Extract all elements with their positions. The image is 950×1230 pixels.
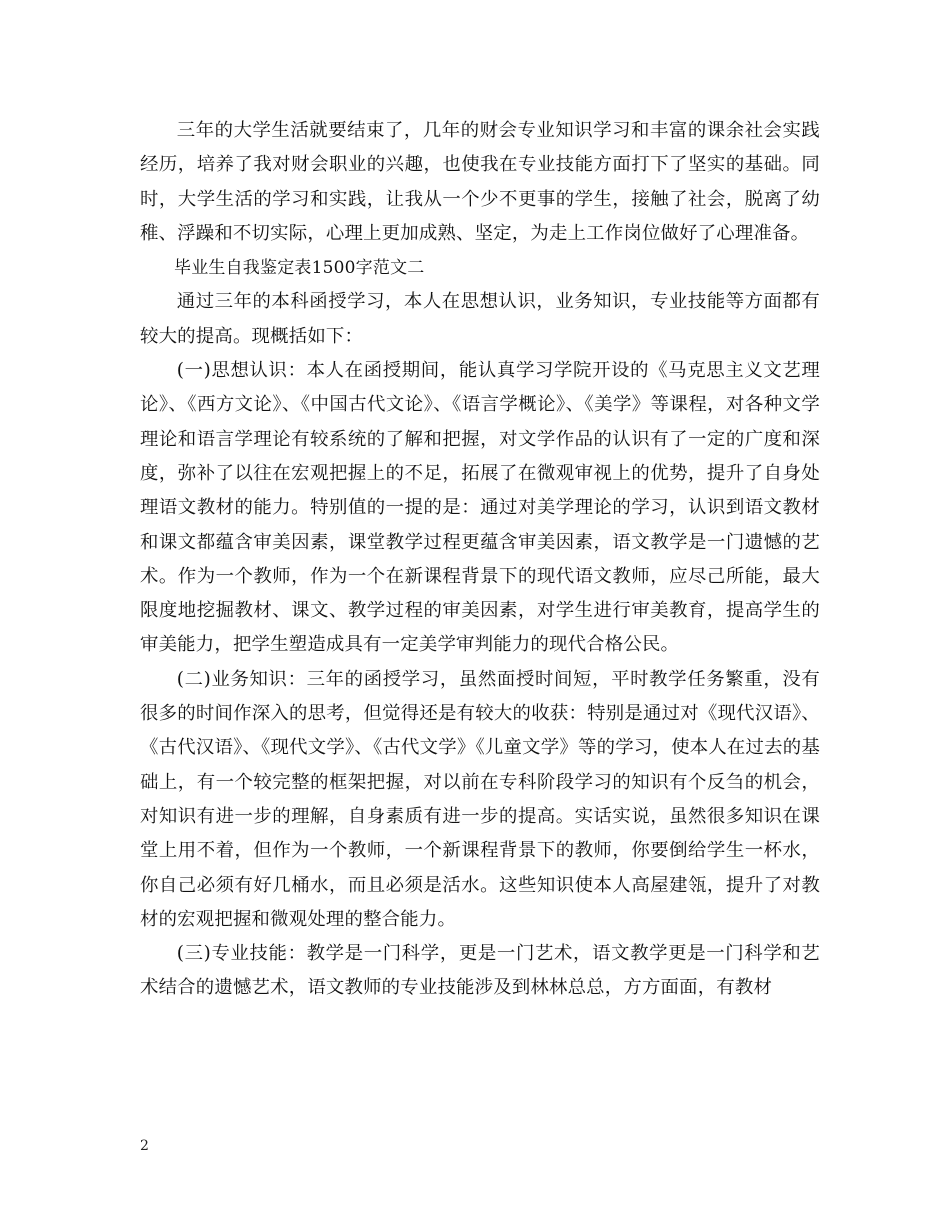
thinking-paragraph: (一)思想认识：本人在函授期间，能认真学习学院开设的《马克思主义文艺理论》、《西方文论》、《中国古代文论》、《语言学概论》、《美学》等课程，对各种文学理论和语言学理论有较系统的了解和把握，对文学作品的认识有了一定的广度和深度，弥补了以往在宏观把握上的不足，拓展了在微观审视上的优势，提升了自身处理语文教材的能力。特别值的一提的是：通过对美学理论的学习，认识到语文教材和课文都蕴含审美因素，课堂教学过程更蕴含审美因素，语文教学是一门遗憾的艺术。作为一个教师，作为一个在新课程背景下的现代语文教师，应尽己所能，最大限度地挖掘教材、课文、教学过程的审美因素，对学生进行审美教育，提高学生的审美能力，把学生塑造成具有一定美学审判能力的现代合格公民。 xyxy=(140,360,820,656)
section-title: 毕业生自我鉴定表1500字范文二 xyxy=(174,258,425,279)
skills-paragraph: (三)专业技能：教学是一门科学，更是一门艺术，语文教学更是一门科学和艺术结合的遗憾艺术，语文教师的专业技能涉及到林林总总，方方面面，有教材 xyxy=(140,943,820,999)
page-number: 2 xyxy=(140,1138,149,1154)
summary-paragraph: 通过三年的本科函授学习，本人在思想认识，业务知识，专业技能等方面都有较大的提高。现概括如下： xyxy=(140,291,820,347)
intro-paragraph: 三年的大学生活就要结束了，几年的财会专业知识学习和丰富的课余社会实践经历，培养了我对财会职业的兴趣，也使我在专业技能方面打下了坚实的基础。同时，大学生活的学习和实践，让我从一个少不更事的学生，接触了社会，脱离了幼稚、浮躁和不切实际，心理上更加成熟、坚定，为走上工作岗位做好了心理准备。 xyxy=(140,120,820,244)
page-body xyxy=(140,114,820,1006)
knowledge-paragraph: (二)业务知识：三年的函授学习，虽然面授时间短，平时教学任务繁重，没有很多的时间作深入的思考，但觉得还是有较大的收获：特别是通过对《现代汉语》、《古代汉语》、《现代文学》、《古代文学》《儿童文学》等的学习，使本人在过去的基础上，有一个较完整的框架把握，对以前在专科阶段学习的知识有个反刍的机会，对知识有进一步的理解，自身素质有进一步的提高。实话实说，虽然很多知识在课堂上用不着，但作为一个教师，一个新课程背景下的教师，你要倒给学生一杯水，你自己必须有好几桶水，而且必须是活水。这些知识使本人高屋建瓴，提升了对教材的宏观把握和微观处理的整合能力。 xyxy=(140,668,820,930)
